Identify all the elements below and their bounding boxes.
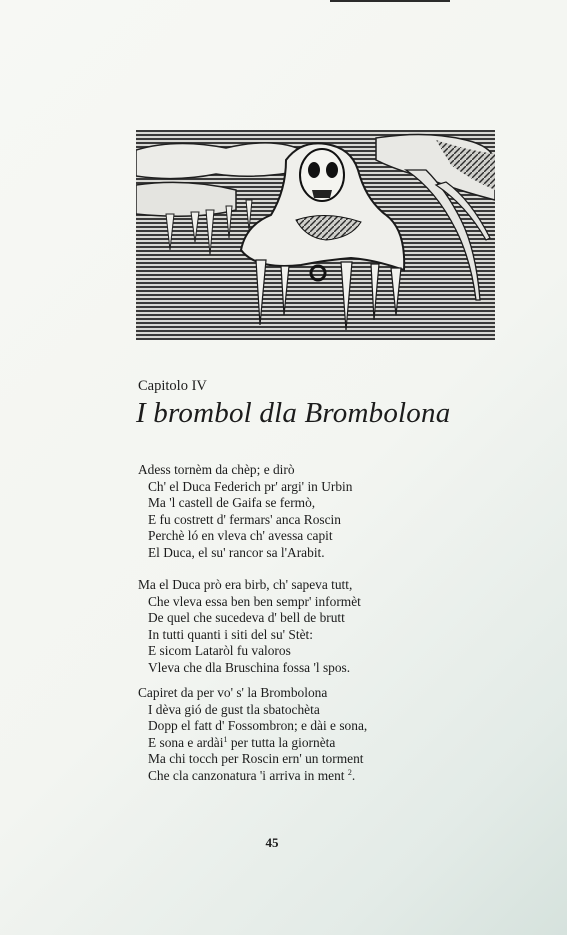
verse-line: E sicom Lataròl fu valoros bbox=[148, 643, 291, 659]
verse-line: Ma el Duca prò era birb, ch' sapeva tutt, bbox=[138, 577, 353, 592]
verse-line: Capiret da per vo' s' la Brombolona bbox=[138, 685, 328, 700]
stanza-1 bbox=[138, 462, 352, 562]
verse-line: Ma chi tocch per Roscin ern' un torment bbox=[148, 751, 364, 767]
woodcut-illustration bbox=[136, 130, 495, 340]
verse-line: Che vleva essa ben ben sempr' informèt bbox=[148, 593, 361, 609]
chapter-label: Capitolo IV bbox=[138, 378, 207, 394]
verse-line: El Duca, el su' rancor sa l'Arabit. bbox=[148, 544, 325, 560]
verse-line: De quel che sucedeva d' bell de brutt bbox=[148, 610, 345, 626]
verse-line: Ma 'l castell de Gaifa se fermò, bbox=[148, 495, 316, 511]
verse-line: Vleva che dla Bruschina fossa 'l spos. bbox=[148, 659, 351, 675]
verse-line: Dopp el fatt d' Fossombron; e dài e sona, bbox=[148, 718, 368, 734]
verse-line: Adess tornèm da chèp; e dirò bbox=[138, 462, 295, 477]
top-edge-rule bbox=[330, 0, 450, 2]
verse-line: E fu costrett d' fermars' anca Roscin bbox=[148, 511, 341, 527]
verse-line: E sona e ardài$^1$ per tutta la giornèta bbox=[148, 734, 336, 750]
footnote-mark: 2 bbox=[347, 767, 352, 777]
verse-line: Perchè ló en vleva ch' avessa capit bbox=[148, 528, 333, 544]
verse-line: Che cla canzonatura 'i arriva in ment $^2$. bbox=[148, 767, 356, 783]
chapter-title: I brombol dla Brombolona bbox=[136, 397, 451, 429]
footnote-mark: 1 bbox=[223, 734, 228, 744]
page-number: 45 bbox=[265, 835, 279, 850]
verse-line: In tutti quanti i siti del su' Stèt: bbox=[148, 626, 313, 642]
verse-line: I dèva gió de gust tla sbatochèta bbox=[148, 701, 320, 717]
stanza-2 bbox=[138, 577, 361, 677]
stanza-3 bbox=[138, 685, 367, 785]
verse-line: Ch' el Duca Federich pr' argi' in Urbin bbox=[148, 478, 353, 494]
